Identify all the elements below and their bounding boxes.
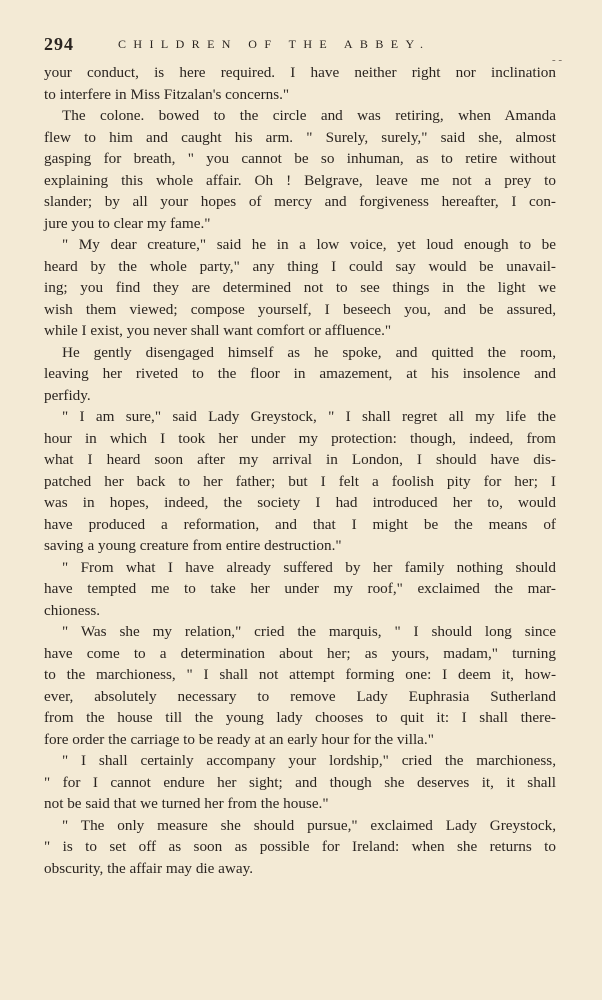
text-line: " The only measure she should pursue," exclaimed Lady Greystock, (62, 816, 556, 834)
text-line: flew to him and caught his arm. " Surely, surely," said she, almost (44, 128, 556, 146)
text-line: wish them viewed; compose yourself, I beseech you, and be assured, (44, 300, 556, 318)
text-line: " My dear creature," said he in a low voice, yet loud enough to be (62, 236, 556, 253)
text-line: jure you to clear my fame." (44, 214, 211, 232)
text-line: gasping for breath, " you cannot be so inhuman, as to retire without (44, 150, 556, 167)
body-text (44, 62, 556, 879)
text-line: fore order the carriage to be ready at an early hour for the villa." (44, 730, 434, 748)
text-line: leaving her riveted to the floor in amazement, at his insolence and (44, 365, 556, 382)
text-line: have come to a determination about her; as yours, madam," turning (44, 644, 556, 662)
text-line: to interfere in Miss Fitzalan's concerns." (44, 85, 290, 103)
text-line: from the house till the young lady chooses to quit it: I shall there- (44, 709, 556, 726)
text-line: while I exist, you never shall want comfort or affluence." (44, 322, 392, 339)
text-line: saving a young creature from entire destruction." (44, 537, 342, 554)
text-line: ever, absolutely necessary to remove Lady Euphrasia Sutherland (44, 687, 556, 705)
text-line: " Was she my relation," cried the marquis, " I should long since (62, 623, 556, 640)
text-line: explaining this whole affair. Oh ! Belgrave, leave me not a prey to (44, 171, 556, 189)
running-head: CHILDREN OF THE ABBEY. (118, 37, 431, 51)
text-line: chioness. (44, 601, 101, 619)
text-line: " From what I have already suffered by her family nothing should (62, 558, 556, 576)
text-line: The colone. bowed to the circle and was retiring, when Amanda (62, 107, 556, 124)
text-line: heard by the whole party," any thing I could say would be unavail- (44, 257, 556, 275)
page-header (44, 34, 564, 66)
text-line: He gently disengaged himself as he spoke, and quitted the room, (62, 343, 556, 361)
text-line: hour in which I took her under my protection: though, indeed, from (44, 429, 556, 447)
printer-speck: - - (552, 54, 563, 66)
text-line: obscurity, the affair may die away. (44, 859, 254, 877)
text-line: ing; you find they are determined not to see things in the light we (44, 279, 556, 296)
text-line: what I heard soon after my arrival in London, I should have dis- (44, 451, 556, 468)
text-line: " I shall certainly accompany your lordship," cried the marchioness, (62, 752, 556, 769)
text-line: perfidy. (44, 386, 91, 404)
text-line: to the marchioness, " I shall not attempt forming one: I deem it, how- (44, 666, 556, 683)
text-line: have produced a reformation, and that I might be the means of (44, 515, 556, 533)
text-line: slander; by all your hopes of mercy and forgiveness hereafter, I con- (44, 193, 556, 210)
page-number: 294 (44, 34, 74, 54)
text-line: your conduct, is here required. I have neither right nor inclination (44, 64, 556, 81)
text-line: " I am sure," said Lady Greystock, " I shall regret all my life the (62, 408, 556, 425)
text-line: was in hopes, indeed, the society I had introduced her to, would (44, 494, 556, 511)
text-line: patched her back to her father; but I felt a foolish pity for her; I (44, 472, 556, 490)
text-line: have tempted me to take her under my roof," exclaimed the mar- (44, 580, 556, 597)
text-line: " is to set off as soon as possible for Ireland: when she returns to (44, 838, 556, 855)
text-line: not be said that we turned her from the house." (44, 795, 329, 812)
text-line: " for I cannot endure her sight; and though she deserves it, it shall (44, 773, 556, 791)
